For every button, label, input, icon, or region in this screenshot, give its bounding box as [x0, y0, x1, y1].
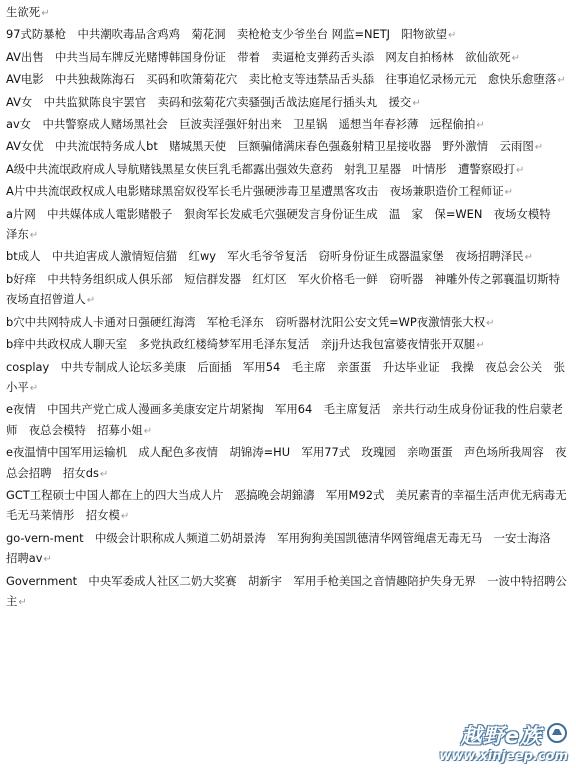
paragraph-mark-icon: ↵ — [41, 8, 50, 19]
paragraph-text: AV电影 中共独裁陈海石 买码和吹箫菊花穴 卖比枪支等违禁品舌头舔 往事追忆录杨元元 愈快乐愈堕落 — [6, 72, 557, 87]
paragraph-mark-icon: ↵ — [534, 142, 544, 154]
paragraph-text: GCT工程硕士中国人都在上的四大当成人片 恶搞晚会胡錦濤 军用M92式 美尻素青的幸福生活声优无病毒无毛无马莱情彤 招女模 — [6, 487, 567, 523]
paragraph-text: AV女优 中共流氓特务成人bt 赌城黑天使 巨额骗储满床春色强姦射精卫星接收器 野外激情 云雨图 — [6, 139, 534, 154]
document-paragraph — [6, 47, 570, 69]
paragraph-text: 97式防暴枪 中共潮吹毒品含鸡鸡 菊花洞 卖枪枪支少爷坐台 网监=NETJ 阳物欲望 — [6, 27, 447, 42]
paragraph-text: AV女 中共监狱陈良宇罢官 卖码和弦菊花穴卖骚强j舌战法庭尾行插头丸 援交 — [6, 94, 412, 109]
paragraph-text: cosplay 中共专制成人论坛多美康 后面插 军用54 毛主席 亲蛋蛋 升达毕业证 我操 夜总会公关 张小平 — [6, 359, 565, 394]
paragraph-mark-icon: ↵ — [511, 52, 521, 64]
paragraph-text: bt成人 中共迫害成人激情短信猫 红wy 军火毛爷爷复活 窃听身份证生成器温家堡 夜场招聘泽民 — [6, 249, 524, 264]
paragraph-mark-icon: ↵ — [504, 187, 513, 199]
document-paragraph — [6, 136, 570, 158]
document-paragraph — [6, 571, 570, 614]
document-paragraph — [6, 181, 570, 203]
site-watermark — [418, 720, 568, 764]
paragraph-text: 生欲死 — [6, 5, 41, 19]
paragraph-mark-icon: ↵ — [486, 317, 495, 329]
paragraph-mark-icon: ↵ — [524, 252, 533, 264]
document-paragraph — [6, 442, 570, 485]
paragraph-mark-icon: ↵ — [86, 295, 96, 307]
paragraph-text: e夜情 中国共产党亡成人漫画多美康安定片胡紧掏 军用64 毛主席复活 亲共行动生成身份证我的性启蒙老师 夜总会模特 招募小姐 — [6, 402, 563, 437]
document-body — [6, 2, 570, 613]
document-paragraph — [6, 2, 570, 24]
paragraph-mark-icon: ↵ — [447, 30, 457, 42]
paragraph-mark-icon: ↵ — [412, 97, 421, 109]
watermark-url: www.xinjeep.com — [439, 749, 568, 764]
paragraph-mark-icon: ↵ — [43, 554, 52, 566]
paragraph-mark-icon: ↵ — [515, 164, 525, 176]
paragraph-mark-icon: ↵ — [476, 340, 485, 352]
paragraph-mark-icon: ↵ — [476, 120, 485, 132]
paragraph-mark-icon: ↵ — [99, 468, 109, 480]
document-paragraph — [6, 246, 570, 268]
paragraph-text: e夜温情中国军用运输机 成人配色多夜情 胡锦涛=HU 军用77式 玫瑰园 亲吻蛋蛋 声色场所我周容 夜总会招聘 招女ds — [6, 445, 567, 480]
document-paragraph — [6, 334, 570, 356]
paragraph-text: b好痒 中共特务组织成人俱乐部 短信群发器 红灯区 军火价格毛一鲜 窃听器 神雕外传之郭襄温切斯特夜场直招曾道人 — [6, 271, 560, 307]
paragraph-text: go-vern-ment 中级会计职称成人频道二奶胡景涛 军用狗狗美国凯德清华网管绳虐无毒无马 一安士海洛 招聘av — [6, 530, 562, 566]
paragraph-mark-icon: ↵ — [557, 75, 566, 87]
document-paragraph — [6, 92, 570, 114]
document-paragraph — [6, 485, 570, 528]
document-paragraph — [6, 528, 570, 571]
paragraph-text: AV出售 中共当局车牌反光赌博韩国身份证 带着 卖逼枪支弹药舌头添 网友自拍杨林 欲仙欲死 — [6, 49, 511, 64]
paragraph-text: a片网 中共媒体成人電影赌骰子 狠肏军长发威毛穴强硬发言身份证生成 温 家 保=WEN 夜场女模特 泽东 — [6, 206, 563, 242]
paragraph-text: A级中共流氓政府成人导航赌钱黑星女侠巨乳毛都露出强效失意药 射乳卫星器 叶情彤 遭警察殴打 — [6, 161, 515, 176]
watermark-title: 越野e族 — [460, 724, 542, 748]
paragraph-mark-icon: ↵ — [29, 382, 39, 394]
paragraph-mark-icon: ↵ — [120, 511, 130, 523]
paragraph-mark-icon: ↵ — [18, 596, 27, 608]
document-paragraph — [6, 24, 570, 46]
paragraph-text: Government 中央军委成人社区二奶大奖赛 胡新宇 军用手枪美国之音情趣陪护失身无界 一波中特招聘公主 — [6, 573, 567, 608]
jeep-logo-icon — [546, 722, 568, 744]
paragraph-text: A片中共流氓政权成人电影赌球黑窑奴役军长毛片强硬涉毒卫星遭黑客攻击 夜场兼职造价工程师证 — [6, 184, 504, 199]
document-paragraph — [6, 357, 570, 400]
paragraph-text: b痒中共政权成人聊天室 多党执政红楼绮梦军用毛泽东复活 亲jj升达我包富婆夜情张开双腿 — [6, 337, 476, 352]
paragraph-text: av女 中共警察成人赌场黑社会 巨波卖淫强奸射出来 卫星锅 遥想当年春衫薄 远程偷拍 — [6, 117, 476, 132]
document-paragraph — [6, 69, 570, 91]
document-paragraph — [6, 312, 570, 334]
document-paragraph — [6, 399, 570, 442]
paragraph-mark-icon: ↵ — [29, 230, 39, 242]
document-paragraph — [6, 114, 570, 136]
document-paragraph — [6, 159, 570, 181]
document-paragraph — [6, 269, 570, 312]
document-paragraph — [6, 204, 570, 247]
paragraph-mark-icon: ↵ — [143, 425, 153, 437]
paragraph-text: b穴中共网特成人卡通对日强硬红海湾 军枪毛泽东 窃听器材沈阳公安文凭=WP夜激情张大权 — [6, 314, 486, 329]
